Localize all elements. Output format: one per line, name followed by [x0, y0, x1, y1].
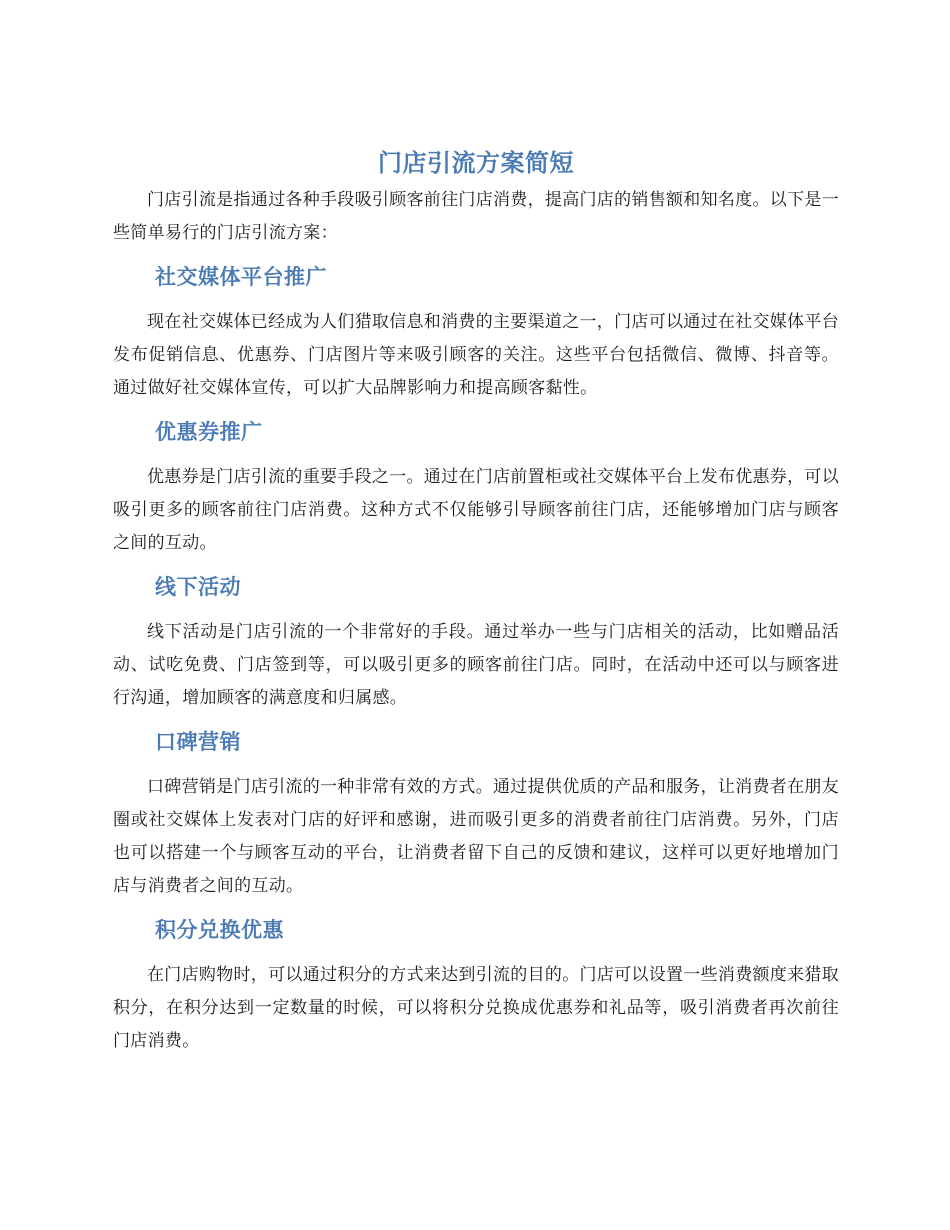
section-heading-points-redemption: 积分兑换优惠	[155, 918, 284, 942]
section-heading-word-of-mouth: 口碑营销	[155, 730, 241, 754]
section-body-offline-events: 线下活动是门店引流的一个非常好的手段。通过举办一些与门店相关的活动，比如赠品活动、试吃免费、门店签到等，可以吸引更多的顾客前往门店。同时，在活动中还可以与顾客进行沟通，增加顾客的满意度和归属感。	[113, 622, 839, 708]
document-page	[113, 140, 839, 1064]
section-heading-social-media: 社交媒体平台推广	[155, 265, 327, 289]
section-heading-coupon: 优惠券推广	[155, 420, 263, 444]
document-title: 门店引流方案简短	[378, 149, 574, 177]
section-body-word-of-mouth: 口碑营销是门店引流的一种非常有效的方式。通过提供优质的产品和服务，让消费者在朋友圈或社交媒体上发表对门店的好评和感谢，进而吸引更多的消费者前往门店消费。另外，门店也可以搭建一个与顾客互动的平台，让消费者留下自己的反馈和建议，这样可以更好地增加门店与消费者之间的互动。	[113, 777, 839, 896]
intro-paragraph: 门店引流是指通过各种手段吸引顾客前往门店消费，提高门店的销售额和知名度。以下是一些简单易行的门店引流方案：	[113, 190, 839, 243]
section-body-coupon: 优惠券是门店引流的重要手段之一。通过在门店前置柜或社交媒体平台上发布优惠券，可以吸引更多的顾客前往门店消费。这种方式不仅能够引导顾客前往门店，还能够增加门店与顾客之间的互动。	[113, 467, 839, 553]
section-body-social-media: 现在社交媒体已经成为人们猎取信息和消费的主要渠道之一，门店可以通过在社交媒体平台发布促销信息、优惠券、门店图片等来吸引顾客的关注。这些平台包括微信、微博、抖音等。通过做好社交媒体宣传，可以扩大品牌影响力和提高顾客黏性。	[113, 312, 839, 398]
section-body-points-redemption: 在门店购物时，可以通过积分的方式来达到引流的目的。门店可以设置一些消费额度来猎取积分，在积分达到一定数量的时候，可以将积分兑换成优惠券和礼品等，吸引消费者再次前往门店消费。	[113, 965, 839, 1051]
section-heading-offline-events: 线下活动	[155, 575, 241, 599]
